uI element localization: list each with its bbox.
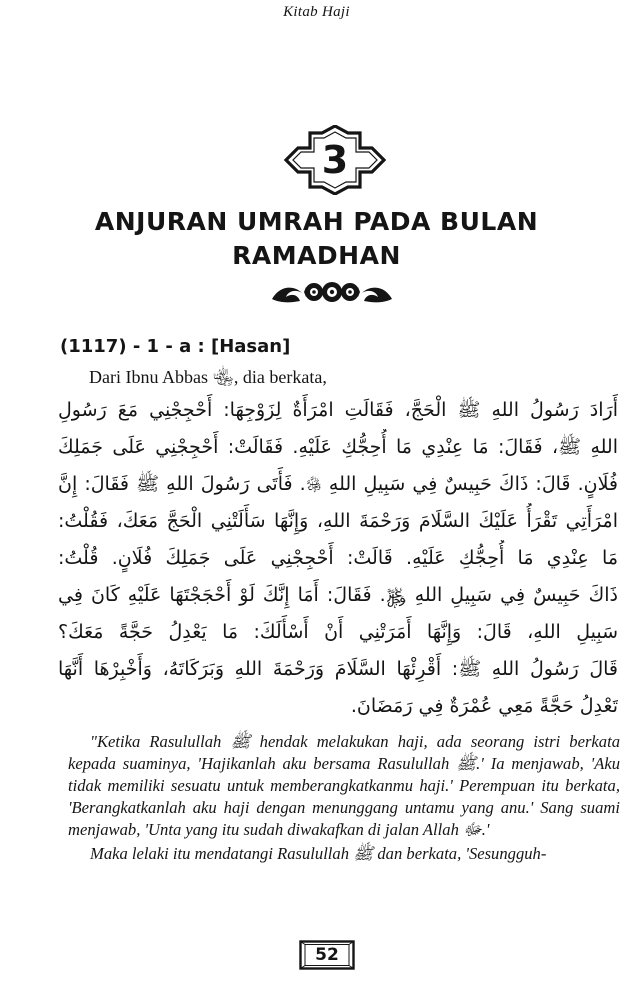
translation-paragraph: "Ketika Rasulullah ﷺ hendak melakukan haji, ada seorang istri berkata kepada suaminya, 'Hajikanlah aku bersama Rasulullah ﷺ.' Ia menjawab, 'Aku tidak memiliki sesuatu untuk memberangkatkanmu haji.' Perempuan itu berkata, 'Berangkatkanlah aku haji dengan menunggang untamu yang anu.' Sang suami menjawab, 'Unta yang itu sudah diwakafkan di jalan Allah ﷻ.': [68, 732, 620, 839]
chapter-title-line-1: ANJURAN UMRAH PADA BULAN: [94, 207, 539, 236]
translation-paragraph: Maka lelaki itu mendatangi Rasulullah ﷺ dan berkata, 'Sesungguh-: [90, 844, 547, 863]
arabic-line: اللهِ ﷺ، فَقَالَ: مَا عِنْدِي مَا أُحِجُّكِ عَلَيْهِ. فَقَالَتْ: أَحْجِجْنِي عَلَى جَمَلِكَ: [58, 436, 618, 458]
running-header: Kitab Haji: [283, 4, 350, 20]
arabic-line: تَعْدِلُ حَجَّةً مَعِي عُمْرَةٌ فِي رَمَضَانَ.: [350, 695, 618, 717]
hadith-heading: (1117) - 1 - a : [Hasan]: [60, 336, 291, 357]
chapter-number: 3: [321, 138, 349, 182]
floral-divider-icon: [268, 279, 396, 305]
chapter-number-badge: [284, 125, 386, 195]
arabic-line: فُلَانٍ. قَالَ: ذَاكَ حَبِيسٌ فِي سَبِيلِ اللهِ ﷿. فَأَتَى رَسُولَ اللهِ ﷺ فَقَالَ: إِنَّ: [58, 473, 618, 495]
arabic-text: [58, 392, 618, 725]
arabic-line: قَالَ رَسُولُ اللهِ ﷺ: أَقْرِئْهَا السَّلَامَ وَرَحْمَةَ اللهِ وَبَرَكَاتَهُ، وَأَخْبِرْهَا أَنَّهَا: [58, 658, 618, 680]
arabic-line: امْرَأَتِي تَقْرَأُ عَلَيْكَ السَّلَامَ وَرَحْمَةَ اللهِ، وَإِنَّهَا سَأَلَتْنِي الْحَجَّ مَعَكَ، فَقُلْتُ:: [58, 510, 618, 532]
arabic-line: ذَاكَ حَبِيسٌ فِي سَبِيلِ اللهِ ﷿. فَقَالَ: أَمَا إِنَّكَ لَوْ أَحْجَجْتَهَا عَلَيْهِ كَانَ فِي: [58, 584, 618, 606]
narrator-line: Dari Ibnu Abbas ﵄, dia berkata,: [89, 367, 327, 387]
chapter-title-line-2: RAMADHAN: [232, 241, 401, 270]
arabic-line: مَا عِنْدِي مَا أُحِجُّكِ عَلَيْهِ. قَالَتْ: أَحْجِجْنِي عَلَى جَمَلِكَ فُلَانٍ. قُلْتُ:: [58, 547, 618, 569]
arabic-line: سَبِيلِ اللهِ، قَالَ: وَإِنَّهَا أَمَرَتْنِي أَنْ أَسْأَلَكَ: مَا يَعْدِلُ حَجَّةً مَعَكَ؟: [58, 621, 618, 643]
chapter-title: [0, 205, 633, 273]
translation-text: [68, 731, 620, 865]
arabic-line: أَرَادَ رَسُولُ اللهِ ﷺ الْحَجَّ، فَقَالَتِ امْرَأَةٌ لِزَوْجِهَا: أَحْجِجْنِي مَعَ رَسُولِ: [58, 399, 618, 421]
page-number: 52: [315, 945, 339, 965]
